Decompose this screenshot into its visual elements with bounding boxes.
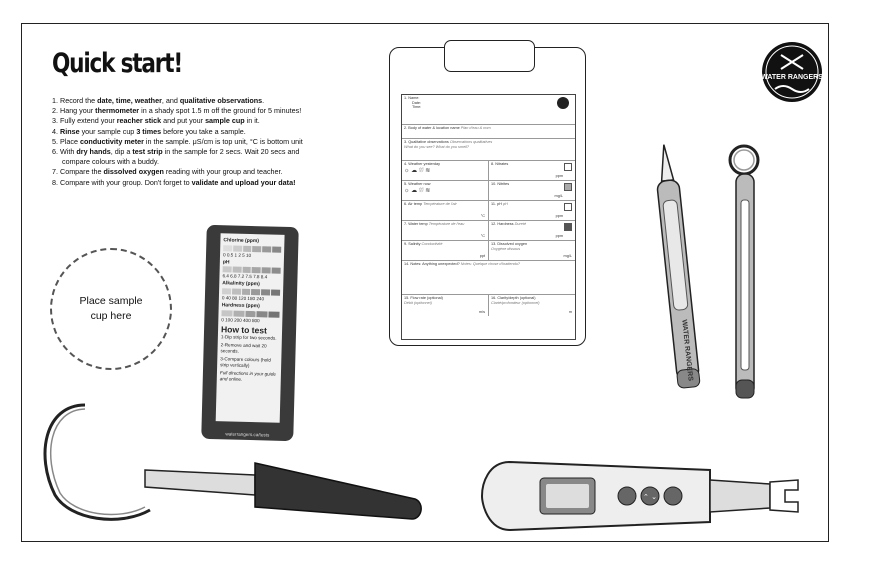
sheet-time-field: Time: [412,105,422,110]
step-emphasis: test strip [132,147,163,157]
step-text: in the sample for 2 secs. Wait 20 secs and [162,147,300,157]
ph-swatch [564,203,572,211]
unit-m: m [568,310,572,315]
step-number: 3. [52,116,58,126]
clipboard [389,47,586,346]
unit-degc-2: °C [480,234,485,239]
step-item [52,147,352,157]
step-emphasis: thermometer [95,106,140,116]
sheet-ph-fr: pH [502,202,508,206]
strip-step-1: 1-Dip strip for two seconds. [220,334,277,342]
sheet-dissolved-oxygen-fr: Oxygène dissous [491,246,521,251]
alkalinity-label: Alkalinity (ppm) [222,280,260,288]
sheet-location-label: 2. Body of water & location name [404,126,460,130]
sheet-salinity-fr: Conductivité [421,242,443,246]
step-item [52,96,352,106]
unit-mgl: mg/L [554,194,563,199]
step-item [52,116,352,126]
step-text: before you take a sample. [161,126,246,136]
sheet-notes-fr: Notes: Quelque chose d'inattendu? [460,262,520,266]
step-text: Compare the [60,167,104,177]
step-emphasis: qualitative observations [179,96,263,105]
step-text: Compare with your group. Don't forget to [60,177,192,187]
step-text: Record the [60,96,98,105]
strip-note: Full directions in your guide and online. [219,370,276,382]
step-item [52,106,352,116]
unit-degc: °C [480,214,485,219]
sample-cup-placeholder [50,248,172,370]
reacher-stick [30,395,430,535]
step-number: 7. [52,167,58,177]
water-rangers-logo [761,41,823,103]
step-emphasis: date, time, weather [97,96,162,105]
step-text: in the sample. μS/cm is top unit, °C is bottom unit [143,136,303,146]
sheet-notes: 14. Notes: Anything unexpected? [404,262,460,266]
data-sheet [401,94,576,340]
step-text: in a shady spot 1.5 m off the ground for 5 minutes! [139,106,302,116]
hardness-swatch [564,223,572,231]
step-text: reading with your group and teacher. [163,167,283,177]
meter-buttons: ⌃ ⌄ [643,493,657,501]
step-number: 8. [52,177,58,187]
step-number: 4. [52,126,58,136]
unit-ppm-3: ppm [555,234,563,239]
unit-ms: m/s [478,310,485,315]
sheet-salinity: 9. Salinity [404,242,421,246]
step-item [52,137,352,147]
step-text: . [262,96,265,105]
step-emphasis: dry hands [76,147,111,157]
step-text: Place [60,136,80,146]
strip-step-2: 2-Remove and wait 20 seconds. [220,342,267,354]
step-emphasis: conductivity meter [79,136,144,146]
strip-step-3: 3-Compare colours (hold strip vertically) [220,355,271,368]
step-text: in it. [244,116,260,126]
probe-with-key-ring [720,140,780,405]
sheet-weather-now: 5. Weather now [404,182,431,186]
unit-ppm-2: ppm [555,214,563,219]
step-number: 2. [52,106,58,116]
step-number: 1. [52,96,58,105]
step-text: compare colours with a buddy. [62,157,159,167]
weather-icons-yesterday: ☼ ☁ ⛆ ≋ [404,167,431,174]
step-number: 6. [52,147,58,157]
logo-text: WATER RANGERS [761,74,823,81]
step-item [52,157,352,167]
step-emphasis: validate and upload your data! [191,177,296,187]
step-text: Fully extend your [60,116,117,126]
unit-ppm: ppm [555,174,563,179]
hardness-values: 0 100 200 400 800 [221,316,260,323]
step-emphasis: 3 times [136,126,162,136]
step-emphasis: dissolved oxygen [103,167,164,177]
chlorine-label: Chlorine (ppm) [223,237,260,245]
thermometer-pen [652,140,702,400]
step-text: , dip a [110,147,133,157]
sheet-air-temp: 6. Air temp [404,202,423,206]
sheet-logo-icon [557,97,569,109]
unit-mgl-2: mg/L [563,254,572,259]
sheet-clarity-fr: Clarté/profondeur (optionnel) [491,300,540,305]
pen-brand-text: WATER RANGERS [680,319,694,382]
hardness-label: Hardness (ppm) [221,302,260,310]
strip-url: waterrangers.ca/tests [225,431,270,438]
sheet-hardness-fr: Dureté [514,222,527,226]
step-item [52,127,352,137]
step-item [52,178,352,188]
sample-cup-label: Place sample cup here [79,295,143,322]
step-emphasis: reacher stick [116,116,162,126]
step-number: 5. [52,136,58,146]
step-item [52,167,352,177]
sheet-date-field: Date: [412,100,422,105]
sheet-name-field: 1. Name: [404,96,420,100]
sheet-hardness: 12. Hardness [491,222,514,226]
chlorine-values: 0 0.5 1 2 5 10 [222,252,252,258]
step-text: Hang your [60,106,96,116]
sheet-water-temp-fr: Température de l'eau [428,222,465,226]
page-title: Quick start! [52,48,183,79]
clipboard-clip [444,40,535,72]
step-text: your sample cup [79,126,137,136]
nitrites-swatch [564,183,572,191]
sheet-dissolved-oxygen: 13. Dissolved oxygen [491,242,528,246]
alkalinity-values: 0 40 80 120 180 240 [221,295,265,302]
step-emphasis: sample cup [205,116,245,126]
ph-values: 6.4 6.8 7.2 7.5 7.8 8.4 [222,273,268,280]
unit-ppt: ppt [479,254,485,259]
sheet-clarity: 16. Clarity/depth (optional) [491,296,536,300]
nitrates-swatch [564,163,572,171]
sheet-ph: 11. pH [491,202,502,206]
ph-label: pH [222,258,230,266]
sheet-flow-rate-fr: Débit (optionnel) [404,300,432,305]
sheet-qualitative-label: 3. Qualitative observations [404,140,449,144]
sheet-location-fr: Plan d'eau & nom [460,126,491,130]
sheet-water-temp: 7. Water temp [404,222,428,226]
sheet-flow-rate: 15. Flow rate (optional) [404,296,443,300]
step-text: , and [161,96,180,105]
sheet-nitrates: 8. Nitrates [491,162,509,166]
conductivity-meter [480,454,810,538]
step-emphasis: Rinse [60,126,80,136]
sheet-air-temp-fr: Température de l'air [423,202,457,206]
how-to-test-heading: How to test [220,324,268,336]
step-text: With [60,147,77,157]
sheet-weather-yesterday: 4. Weather yesterday [404,162,441,166]
steps-list [52,96,352,188]
sheet-qualitative-fr: Observations qualitatives [449,140,493,144]
sheet-nitrites: 10. Nitrites [491,182,510,186]
step-text: and put your [161,116,206,126]
weather-icons-now: ☼ ☁ ⛆ ≋ [404,187,431,194]
sheet-qualitative-question: What do you see? What do you smell? [404,144,470,149]
